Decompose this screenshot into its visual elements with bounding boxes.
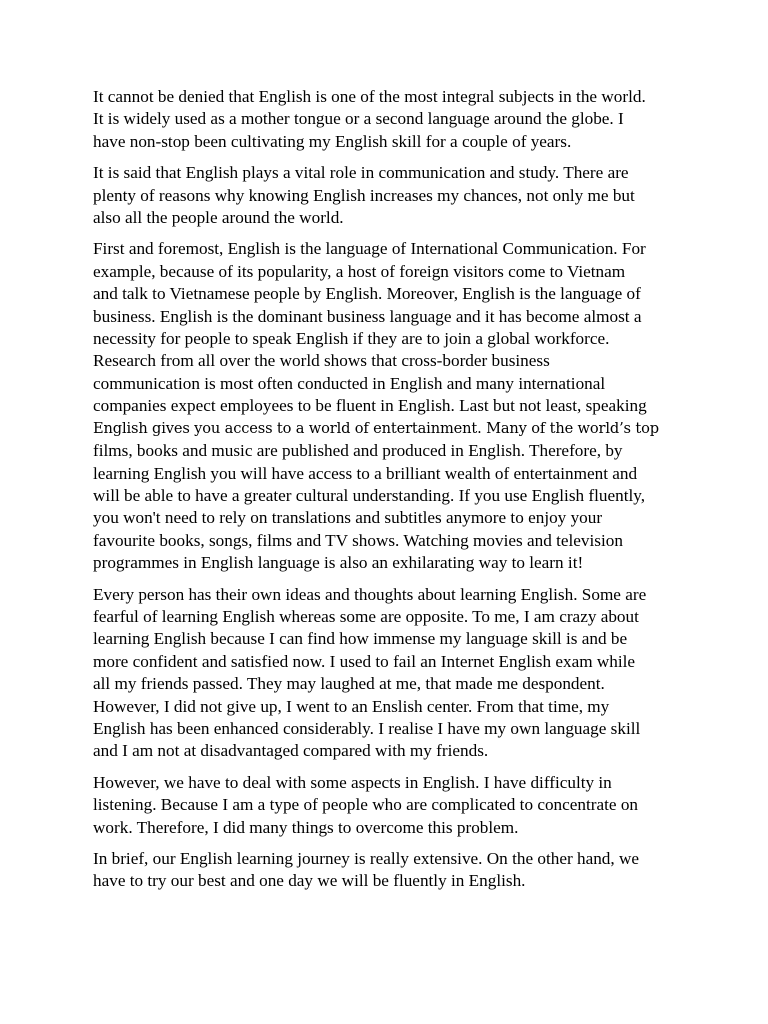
text-line: films, books and music are published and produced in English. Therefore, by: [93, 441, 623, 461]
text-line: It is said that English plays a vital role in communication and study. There are: [93, 163, 629, 183]
text-line: more confident and satisfied now. I used to fail an Internet English exam while: [93, 651, 636, 671]
text-line: Every person has their own ideas and thoughts about learning English. Some are: [93, 584, 647, 604]
text-line: fearful of learning English whereas some are opposite. To me, I am crazy about: [93, 606, 639, 626]
text-line: companies expect employees to be fluent in English. Last but not least, speaking: [93, 396, 647, 416]
text-line: and I am not at disadvantaged compared with my friends.: [93, 741, 489, 761]
paragraph-reasons: [93, 238, 693, 574]
text-line: listening. Because I am a type of people who are complicated to concentrate on: [93, 795, 639, 815]
text-line: programmes in English language is also an exhilarating way to learn it!: [93, 553, 584, 573]
document-page: [93, 86, 693, 902]
paragraph-difficulties: [93, 772, 693, 839]
paragraph-conclusion: [93, 848, 693, 893]
text-line: have to try our best and one day we will be fluently in English.: [93, 871, 526, 891]
text-line: also all the people around the world.: [93, 208, 344, 228]
text-line: English has been enhanced considerably. I realise I have my own language skill: [93, 718, 641, 738]
text-line: However, I did not give up, I went to an Enslish center. From that time, my: [93, 696, 610, 716]
text-line: work. Therefore, I did many things to overcome this problem.: [93, 817, 519, 837]
text-line: all my friends passed. They may laughed at me, that made me despondent.: [93, 674, 605, 694]
text-line: will be able to have a greater cultural understanding. If you use English fluently,: [93, 485, 646, 505]
text-line: communication is most often conducted in English and many international: [93, 373, 606, 393]
text-line: you won't need to rely on translations and subtitles anymore to enjoy your: [93, 508, 603, 528]
text-line: In brief, our English learning journey is really extensive. On the other hand, we: [93, 849, 640, 868]
text-line: However, we have to deal with some aspects in English. I have difficulty in: [93, 772, 612, 792]
text-line: It cannot be denied that English is one of the most integral subjects in the world.: [93, 87, 646, 106]
text-line: favourite books, songs, films and TV shows. Watching movies and television: [93, 530, 623, 550]
text-line: have non-stop been cultivating my English skill for a couple of years.: [93, 131, 572, 151]
text-line: plenty of reasons why knowing English increases my chances, not only me but: [93, 185, 635, 205]
text-line: First and foremost, English is the language of International Communication. For: [93, 239, 646, 259]
paragraph-personal: [93, 584, 693, 763]
text-line-alt-font: English gives you access to a world of entertainment. Many of the world’s top: [93, 419, 659, 437]
text-line: learning English you will have access to a brilliant wealth of entertainment and: [93, 463, 638, 483]
text-line: business. English is the dominant business language and it has become almost a: [93, 306, 642, 326]
text-line: and talk to Vietnamese people by English. Moreover, English is the language of: [93, 284, 641, 304]
text-line: Research from all over the world shows that cross-border business: [93, 351, 550, 371]
text-line: example, because of its popularity, a host of foreign visitors come to Vietnam: [93, 261, 626, 281]
text-line: necessity for people to speak English if they are to join a global workforce.: [93, 329, 610, 349]
paragraph-intro: [93, 86, 693, 153]
paragraph-role: [93, 162, 693, 229]
text-line: learning English because I can find how immense my language skill is and be: [93, 629, 628, 649]
text-line: It is widely used as a mother tongue or a second language around the globe. I: [93, 109, 624, 129]
